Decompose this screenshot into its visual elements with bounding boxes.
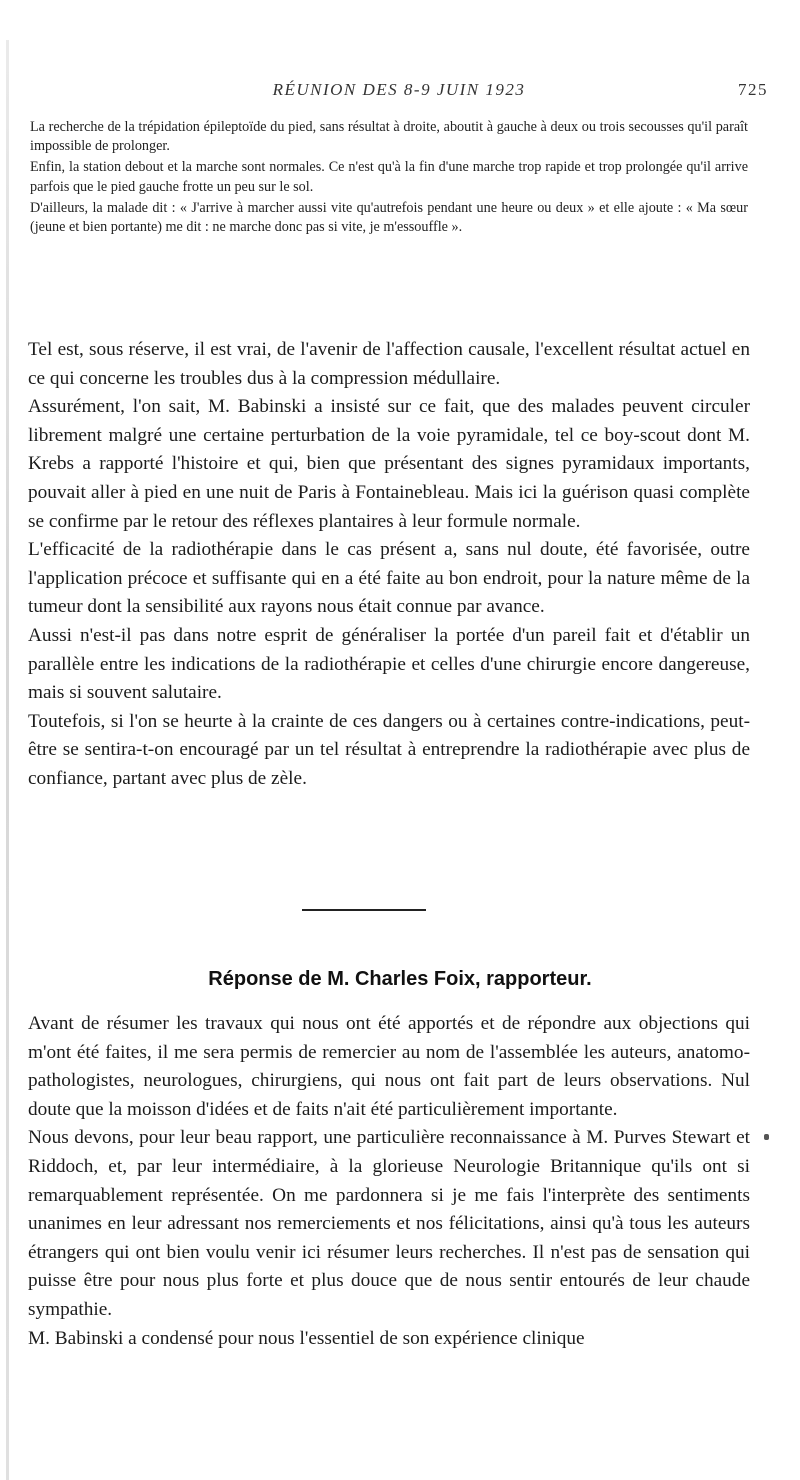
response-paragraph: Avant de résumer les travaux qui nous ont été apportés et de répondre aux objections qui m'ont été faites, il me sera permis de remercier au nom de l'assemblée les auteurs, anatomo-pathologistes, neurologues, chirurgiens, qui nous ont fait part de leurs observations. Nul doute que la moisson d'idées et de faits n'ait été particulièrement importante. <box>28 1013 750 1120</box>
ink-speck <box>764 1134 769 1140</box>
discussion-paragraph: Assurément, l'on sait, M. Babinski a insisté sur ce fait, que des malades peuvent circuler librement malgré une certaine perturbation de la voie pyramidale, tel ce boy-scout dont M. Krebs a rapporté l'histoire et qui, bien que présentant des signes pyramidaux importants, pouvait aller à pied en une nuit de Paris à Fontainebleau. Mais ici la guérison quasi complète se confirme par le retour des réflexes plantaires à leur formule normale. <box>28 396 750 532</box>
discussion-paragraph: L'efficacité de la radiothérapie dans le cas présent a, sans nul doute, été favorisée, outre l'application précoce et suffisante qui en a été faite au bon endroit, pour la nature même de la tumeur dont la sensibilité aux rayons nous était connue par avance. <box>28 539 750 618</box>
case-note-paragraph: D'ailleurs, la malade dit : « J'arrive à marcher aussi vite qu'autrefois pendant une heure ou deux » et elle ajoute : « Ma sœur (jeune et bien portante) me dit : ne marche donc pas si vite, je m'essouffle ». <box>30 199 748 236</box>
section-heading: Réponse de M. Charles Foix, rapporteur. <box>208 968 592 990</box>
case-note-paragraph: La recherche de la trépidation épileptoïde du pied, sans résultat à droite, aboutit à gauche à deux ou trois secousses qu'il paraît impossible de prolonger. <box>30 119 748 155</box>
running-title: RÉUNION DES 8-9 JUIN 1923 <box>272 80 526 99</box>
discussion-paragraph: Tel est, sous réserve, il est vrai, de l'avenir de l'affection causale, l'excellent résultat actuel en ce qui concerne les troubles dus à la compression médullaire. <box>28 339 750 389</box>
response-paragraph: M. Babinski a condensé pour nous l'essentiel de son expérience clinique <box>28 1327 585 1349</box>
response-paragraph: Nous devons, pour leur beau rapport, une particulière reconnaissance à M. Purves Stewart et Riddoch, et, par leur intermédiaire, à la glorieuse Neurologie Britannique qu'ils ont si remarquablement représentée. On me pardonnera si je me fais l'interprète des sentiments unanimes en leur adressant nos remerciements et nos félicitations, ainsi qu'à tous les auteurs étrangers qui ont bien voulu venir ici résumer leurs recherches. Il n'est pas de sensation qui puisse être pour nous plus forte et plus douce que de nous sentir entourés de leur chaude sympathie. <box>28 1127 750 1320</box>
discussion-text <box>28 336 750 794</box>
discussion-paragraph: Toutefois, si l'on se heurte à la crainte de ces dangers ou à certaines contre-indications, peut-être se sentira-t-on encouragé par un tel résultat à entreprendre la radiothérapie avec plus de confiance, partant avec plus de zèle. <box>28 710 750 789</box>
case-notes <box>30 118 748 237</box>
section-divider <box>302 909 426 911</box>
discussion-paragraph: Aussi n'est-il pas dans notre esprit de généraliser la portée d'un pareil fait et d'établir un parallèle entre les indications de la radiothérapie et celles d'une chirurgie encore dangereuse, mais si souvent salutaire. <box>28 624 750 704</box>
response-text <box>28 1010 750 1353</box>
page-number: 725 <box>738 80 768 99</box>
binding-shadow <box>6 40 9 1480</box>
case-note-paragraph: Enfin, la station debout et la marche sont normales. Ce n'est qu'à la fin d'une marche trop rapide et trop prolongée qu'il arrive parfois que le pied gauche frotte un peu sur le sol. <box>30 159 748 195</box>
